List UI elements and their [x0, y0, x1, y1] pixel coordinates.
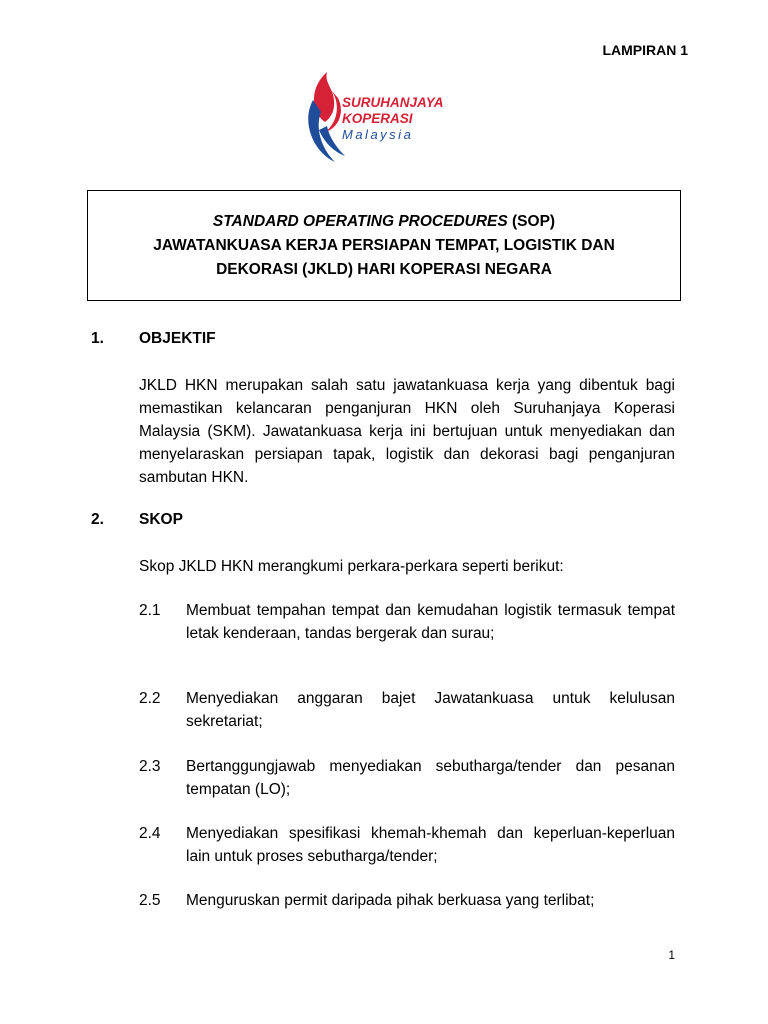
section-number: 1.: [91, 330, 104, 347]
appendix-label: LAMPIRAN 1: [602, 42, 688, 58]
item-number: 2.3: [139, 758, 161, 775]
item-text: Menyediakan anggaran bajet Jawatankuasa untuk kelulusan sekretariat;: [186, 690, 675, 730]
item-text: Menyediakan spesifikasi khemah-khemah dan keperluan-keperluan lain untuk proses sebutharga/tender;: [186, 825, 675, 865]
section-title: OBJEKTIF: [139, 330, 216, 347]
item-number: 2.5: [139, 892, 161, 909]
logo-text-line3: Malaysia: [342, 127, 414, 142]
page-number: 1: [668, 948, 675, 962]
skm-logo: [305, 70, 465, 166]
section-number: 2.: [91, 511, 104, 528]
item-text: Menguruskan permit daripada pihak berkuasa yang terlibat;: [186, 892, 595, 909]
title-line3: DEKORASI (JKLD) HARI KOPERASI NEGARA: [216, 260, 552, 278]
item-number: 2.2: [139, 690, 161, 707]
section-title: SKOP: [139, 511, 183, 528]
title-line2: JAWATANKUASA KERJA PERSIAPAN TEMPAT, LOGISTIK DAN: [153, 236, 615, 254]
item-number: 2.1: [139, 602, 161, 619]
logo-text-line1: SURUHANJAYA: [342, 95, 444, 110]
scope-intro: Skop JKLD HKN merangkumi perkara-perkara seperti berikut:: [139, 558, 564, 575]
objective-paragraph: JKLD HKN merupakan salah satu jawatankuasa kerja yang dibentuk bagi memastikan kelancaran penganjuran HKN oleh Suruhanjaya Koperasi Malaysia (SKM). Jawatankuasa kerja ini bertujuan untuk menyediakan dan menyelaraskan persiapan tapak, logistik dan dekorasi bagi penganjuran sambutan HKN.: [139, 377, 675, 486]
title-line1: [213, 210, 555, 234]
item-number: 2.4: [139, 825, 161, 842]
logo-text-line2: KOPERASI: [342, 111, 413, 126]
item-text: Membuat tempahan tempat dan kemudahan logistik termasuk tempat letak kenderaan, tandas bergerak dan surau;: [186, 602, 675, 642]
title-box: [87, 190, 681, 301]
item-text: Bertanggungjawab menyediakan sebutharga/tender dan pesanan tempatan (LO);: [186, 758, 675, 798]
title-sop: (SOP): [507, 212, 556, 230]
title-italic: STANDARD OPERATING PROCEDURES: [212, 212, 508, 230]
